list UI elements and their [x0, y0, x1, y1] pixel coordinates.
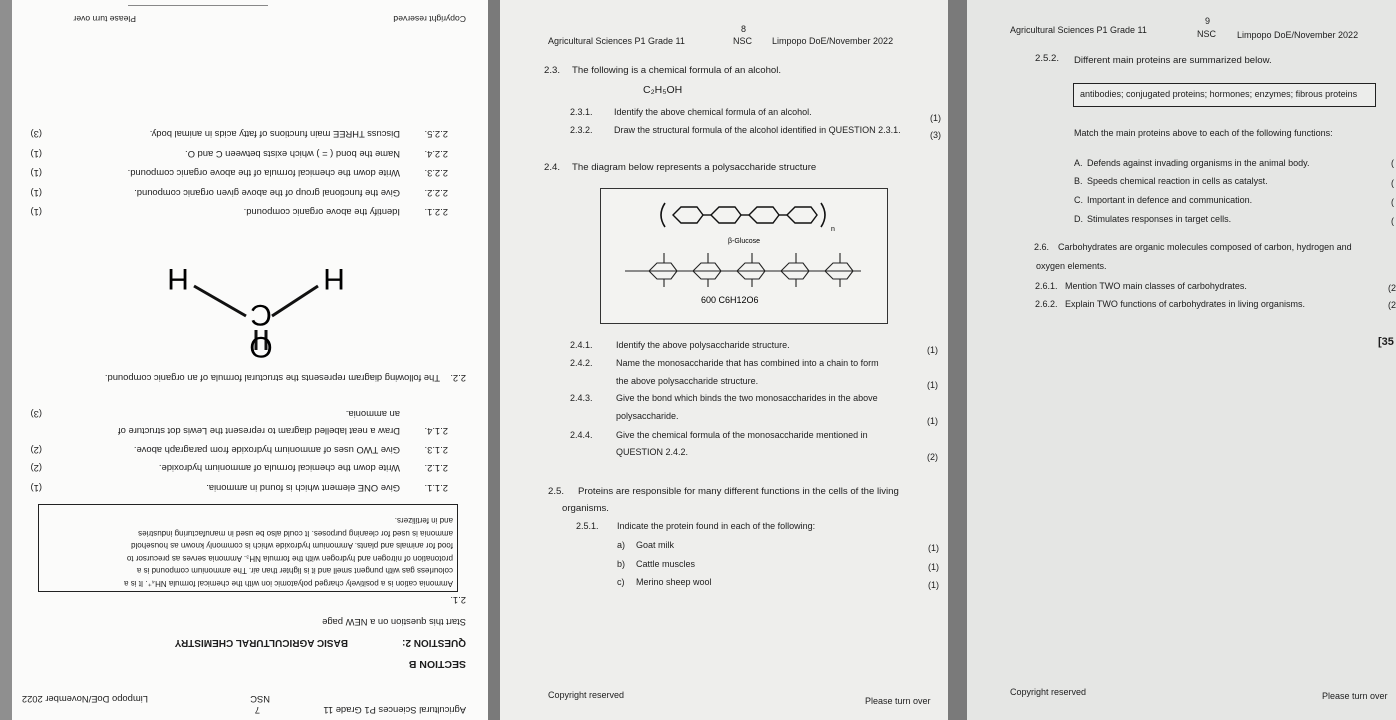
- footer-turn-over: Please turn over: [865, 696, 931, 706]
- page-header-nsc: NSC: [733, 36, 753, 46]
- function-text: Important in defence and communication.: [1087, 195, 1253, 205]
- function-marks: (: [1391, 197, 1394, 207]
- item-text: Identify the above polysaccharide structure.: [616, 340, 790, 350]
- question-2-2-number: 2.2.: [450, 373, 466, 384]
- item-marks: (2: [1388, 283, 1396, 293]
- item-text: Discuss THREE main functions of fatty acids in animal body.: [149, 129, 400, 140]
- aldehyde-structure-svg: [76, 248, 416, 360]
- item-text: Write down the chemical formula of ammonium hydroxide.: [158, 463, 400, 474]
- function-label: B.: [1074, 176, 1083, 186]
- question-2-3-number: 2.3.: [544, 65, 561, 76]
- diagram-glucose-label: β-Glucose: [727, 238, 761, 245]
- item-number: 2.4.1.: [570, 340, 593, 350]
- item-number: 2.2.5.: [424, 129, 448, 140]
- item-text: Give ONE element which is found in ammonia.: [206, 483, 400, 494]
- question-2-5-text: organisms.: [562, 503, 609, 514]
- function-text: Speeds chemical reaction in cells as catalyst.: [1087, 176, 1268, 186]
- item-text: Explain TWO functions of carbohydrates in living organisms.: [1065, 299, 1305, 309]
- function-text: Defends against invading organisms in the animal body.: [1087, 158, 1310, 168]
- alcohol-formula: C₂H₅OH: [643, 84, 683, 96]
- item-number: 2.2.4.: [424, 149, 448, 160]
- atom-c: C: [250, 298, 272, 332]
- page-header-nsc: NSC: [1197, 29, 1217, 39]
- question-2-5-2-number: 2.5.2.: [1035, 53, 1060, 64]
- question-2-4-number: 2.4.: [544, 162, 561, 173]
- question-2-4-text: The diagram below represents a polysaccharide structure: [572, 162, 817, 173]
- passage-line: ammonia is used for cleaning purposes. It could also be used in manufacturing industries: [138, 529, 453, 538]
- page-gap: [488, 0, 500, 720]
- question-2-1-number: 2.1.: [450, 595, 466, 606]
- item-number: 2.6.2.: [1035, 299, 1058, 309]
- function-label: D.: [1074, 214, 1083, 224]
- item-marks: (1): [30, 207, 42, 218]
- single-bond-line: [272, 286, 318, 316]
- page-gap: [948, 0, 967, 720]
- item-text: polysaccharide.: [616, 411, 679, 421]
- footer-turn-over: Please turn over: [73, 14, 136, 24]
- page-header-right: Limpopo DoE/November 2022: [21, 694, 148, 705]
- page-number: 7: [254, 705, 260, 716]
- item-number: 2.1.2.: [424, 463, 448, 474]
- function-label: A.: [1074, 158, 1083, 168]
- question-2-6-text: oxygen elements.: [1036, 261, 1107, 271]
- section-heading: SECTION B: [408, 658, 466, 670]
- question-2-5-number: 2.5.: [548, 486, 565, 497]
- page-header-nsc: NSC: [250, 694, 270, 705]
- function-text: Stimulates responses in target cells.: [1087, 214, 1232, 224]
- page-7: [12, 0, 488, 720]
- protein-list-text: antibodies; conjugated proteins; hormones; enzymes; fibrous proteins: [1080, 89, 1358, 99]
- item-text: Draw a neat labelled diagram to represent the Lewis dot structure of: [118, 426, 400, 437]
- passage-line: Ammonia cation is a positively charged polyatomic ion with the chemical formula NH₄⁺. It is a: [124, 579, 453, 588]
- item-text: Write down the chemical formula of the above organic compound.: [127, 168, 400, 179]
- item-text: Name the bond ( = ) which exists between C and O.: [185, 149, 400, 160]
- page-7-rotated-content: [12, 0, 488, 720]
- item-number: 2.3.1.: [570, 107, 593, 117]
- item-marks: (3): [930, 130, 941, 140]
- passage-line: and in fertilizers.: [394, 516, 453, 526]
- item-marks: (2): [927, 452, 938, 462]
- page-9: [967, 0, 1396, 720]
- polysaccharide-diagram: [600, 188, 888, 324]
- footer-turn-over: Please turn over: [1322, 691, 1388, 701]
- atom-h-right: H: [167, 262, 189, 296]
- cellulose-structure-svg: [601, 189, 887, 323]
- diagram-subscript-n: n: [831, 226, 835, 233]
- function-marks: (: [1391, 216, 1394, 226]
- diagram-formula-label: 600 C6H12O6: [701, 295, 759, 305]
- item-marks: (1): [930, 113, 941, 123]
- item-marks: (2): [30, 445, 42, 456]
- item-marks: (1): [30, 483, 42, 494]
- footer-copyright: Copyright reserved: [548, 690, 625, 700]
- item-text: Goat milk: [636, 540, 675, 550]
- question-2-5-1-number: 2.5.1.: [576, 521, 599, 531]
- item-number: 2.4.2.: [570, 358, 593, 368]
- page-header-right: Limpopo DoE/November 2022: [1237, 30, 1359, 40]
- item-marks: (1): [30, 149, 42, 160]
- match-instruction: Match the main proteins above to each of the following functions:: [1074, 128, 1333, 138]
- start-note: Start this question on a NEW page: [322, 617, 466, 628]
- question-2-6-number: 2.6.: [1034, 242, 1050, 252]
- item-marks: (1): [928, 580, 939, 590]
- question-title: BASIC AGRICULTURAL CHEMISTRY: [174, 637, 348, 648]
- function-marks: (: [1391, 178, 1394, 188]
- item-marks: (1): [30, 188, 42, 199]
- question-2-5-2-text: Different main proteins are summarized below.: [1074, 55, 1272, 66]
- item-text: Give the functional group of the above given organic compound.: [134, 188, 400, 199]
- atom-o: O: [249, 330, 273, 360]
- item-text: Identify the above chemical formula of an alcohol.: [614, 107, 812, 117]
- page-number: 9: [1205, 16, 1211, 26]
- item-number: 2.6.1.: [1035, 281, 1058, 291]
- footer-copyright: Copyright reserved: [393, 14, 466, 24]
- item-text: the above polysaccharide structure.: [616, 376, 759, 386]
- item-marks: (1): [927, 380, 938, 390]
- passage-line: colourless gas with pungent smell and it is lighter than air. The ammonium compound is a: [136, 566, 453, 576]
- item-text: Give the chemical formula of the monosaccharide mentioned in: [616, 430, 868, 440]
- item-marks: (1): [30, 168, 42, 179]
- passage-line: protonation of nitrogen and hydrogen with the formula NH₃. Ammonia serves as precursor to: [126, 554, 453, 563]
- item-marks: (2: [1388, 300, 1396, 310]
- function-marks: (: [1391, 158, 1394, 168]
- item-letter: b): [617, 559, 626, 569]
- passage-line: food for animals and plants. Ammonium hydroxide which is commonly known as household: [131, 541, 453, 551]
- passage-box: [38, 504, 458, 592]
- footer-rule: [128, 5, 268, 6]
- item-text: Draw the structural formula of the alcohol identified in QUESTION 2.3.1.: [614, 125, 901, 135]
- item-text: Mention TWO main classes of carbohydrates.: [1065, 281, 1247, 291]
- item-letter: c): [617, 577, 625, 587]
- page-header-right: Limpopo DoE/November 2022: [772, 36, 894, 46]
- item-text: Cattle muscles: [636, 559, 696, 569]
- single-bond-line: [194, 286, 246, 316]
- question-2-6-text: Carbohydrates are organic molecules composed of carbon, hydrogen and: [1058, 242, 1352, 252]
- atom-h-left: H: [323, 262, 345, 296]
- question-2-3-text: The following is a chemical formula of an alcohol.: [572, 65, 782, 76]
- item-number: 2.1.4.: [424, 426, 448, 437]
- item-marks: (2): [30, 463, 42, 474]
- question-label: QUESTION 2:: [402, 637, 466, 648]
- structural-formula-diagram: [76, 248, 416, 360]
- item-number: 2.4.3.: [570, 393, 593, 403]
- question-2-2-text: The following diagram represents the structural formula of an organic compound.: [104, 373, 440, 384]
- item-text: Give TWO uses of ammonium hydroxide from paragraph above.: [133, 445, 400, 456]
- question-total: [35: [1378, 336, 1394, 348]
- item-number: 2.2.3.: [424, 168, 448, 179]
- item-text: Give the bond which binds the two monosaccharides in the above: [616, 393, 878, 403]
- item-marks: (1): [928, 543, 939, 553]
- question-2-5-text: Proteins are responsible for many different functions in the cells of the living: [578, 486, 899, 497]
- function-label: C.: [1074, 195, 1083, 205]
- protein-list-box: [1073, 83, 1376, 107]
- item-marks: (1): [927, 416, 938, 426]
- item-number: 2.2.1.: [424, 207, 448, 218]
- item-number: 2.1.3.: [424, 445, 448, 456]
- question-2-5-1-text: Indicate the protein found in each of the following:: [617, 521, 816, 531]
- footer-copyright: Copyright reserved: [1010, 687, 1087, 697]
- item-text: Merino sheep wool: [636, 577, 712, 587]
- page-header-left: Agricultural Sciences P1 Grade 11: [1010, 25, 1147, 35]
- page-header-left: Agricultural Sciences P1 Grade 11: [323, 705, 466, 716]
- page-number: 8: [741, 24, 747, 34]
- item-text: an ammonia.: [345, 409, 400, 420]
- item-marks: (3): [30, 409, 42, 420]
- page-8: [500, 0, 948, 720]
- page-header-left: Agricultural Sciences P1 Grade 11: [548, 36, 685, 46]
- item-letter: a): [617, 540, 626, 550]
- item-text: QUESTION 2.4.2.: [616, 447, 689, 457]
- item-number: 2.2.2.: [424, 188, 448, 199]
- item-number: 2.3.2.: [570, 125, 593, 135]
- item-marks: (1): [927, 345, 938, 355]
- item-text: Name the monosaccharide that has combined into a chain to form: [616, 358, 879, 368]
- item-marks: (3): [30, 129, 42, 140]
- item-marks: (1): [928, 562, 939, 572]
- item-text: Identify the above organic compound.: [243, 207, 400, 218]
- item-number: 2.1.1.: [424, 483, 448, 494]
- item-number: 2.4.4.: [570, 430, 593, 440]
